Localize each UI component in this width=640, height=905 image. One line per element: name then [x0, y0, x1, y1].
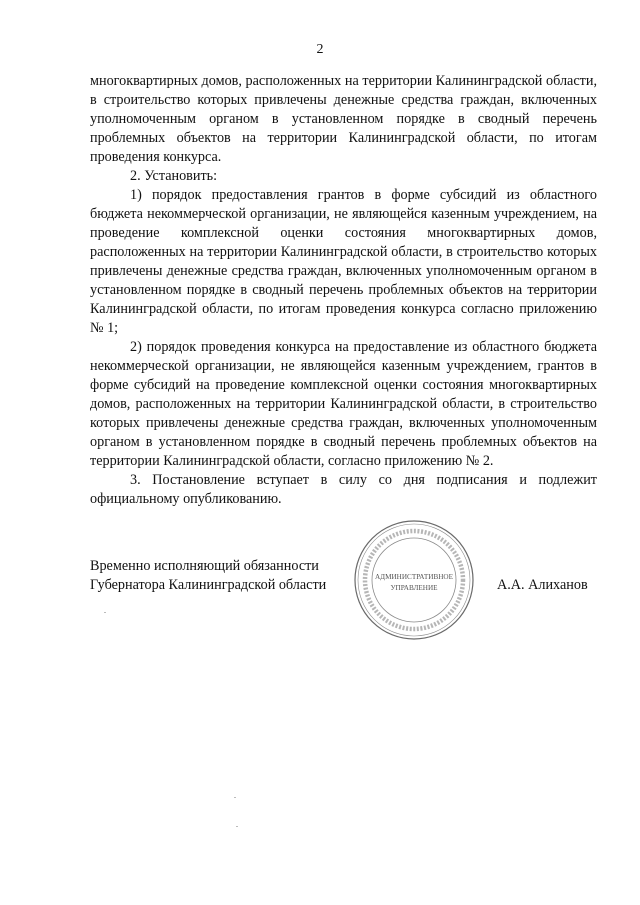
paragraph-item-3: 3. Постановление вступает в силу со дня подписания и подлежит официальному опубликованию.: [90, 472, 597, 507]
paragraph-item-2: 2. Установить:: [130, 168, 218, 184]
scan-speck: [236, 826, 238, 827]
signatory-position-line2: Губернатора Калининградской области: [90, 577, 327, 593]
scan-speck: [234, 797, 236, 798]
paragraph-item-2-1: 1) порядок предоставления грантов в форме субсидий из областного бюджета некоммерческой организации, не являющейся казенным учреждением, на проведение комплексной оценки состояния многоквартирных домов, расположенных на территории Калининградской области, в строительство которых привлечены денежные средства граждан, включенных уполномоченным органом в установленном порядке в сводный перечень проблемных объектов на территории Калининградской области, по итогам проведения конкурса согласно приложению № 1;: [90, 187, 597, 336]
signatory-name: А.А. Алиханов: [497, 577, 588, 593]
document-body: [90, 72, 597, 509]
paragraph-intro: многоквартирных домов, расположенных на территории Калининградской области, в строительство которых привлечены денежные средства граждан, включенных уполномоченным органом в установленном порядке в сводный перечень проблемных объектов на территории Калининградской области, по итогам проведения конкурса.: [90, 73, 597, 165]
stamp-center-line2: УПРАВЛЕНИЕ: [390, 584, 438, 592]
official-seal-stamp: [352, 518, 476, 642]
stamp-center-line1: АДМИНИСТРАТИВНОЕ: [374, 573, 454, 581]
scan-speck: [104, 612, 106, 613]
signatory-position: [90, 557, 326, 595]
signatory-position-line1: Временно исполняющий обязанности: [90, 558, 319, 574]
paragraph-item-2-2: 2) порядок проведения конкурса на предоставление из областного бюджета некоммерческой организации, не являющейся казенным учреждением, грантов в форме субсидий на проведение комплексной оценки состояния многоквартирных домов, расположенных на территории Калининградской области, в строительство которых привлечены денежные средства граждан, включенных уполномоченным органом в установленном порядке в сводный перечень проблемных объектов на территории Калининградской области, согласно приложению № 2.: [90, 339, 597, 469]
page-number: 2: [316, 42, 324, 57]
